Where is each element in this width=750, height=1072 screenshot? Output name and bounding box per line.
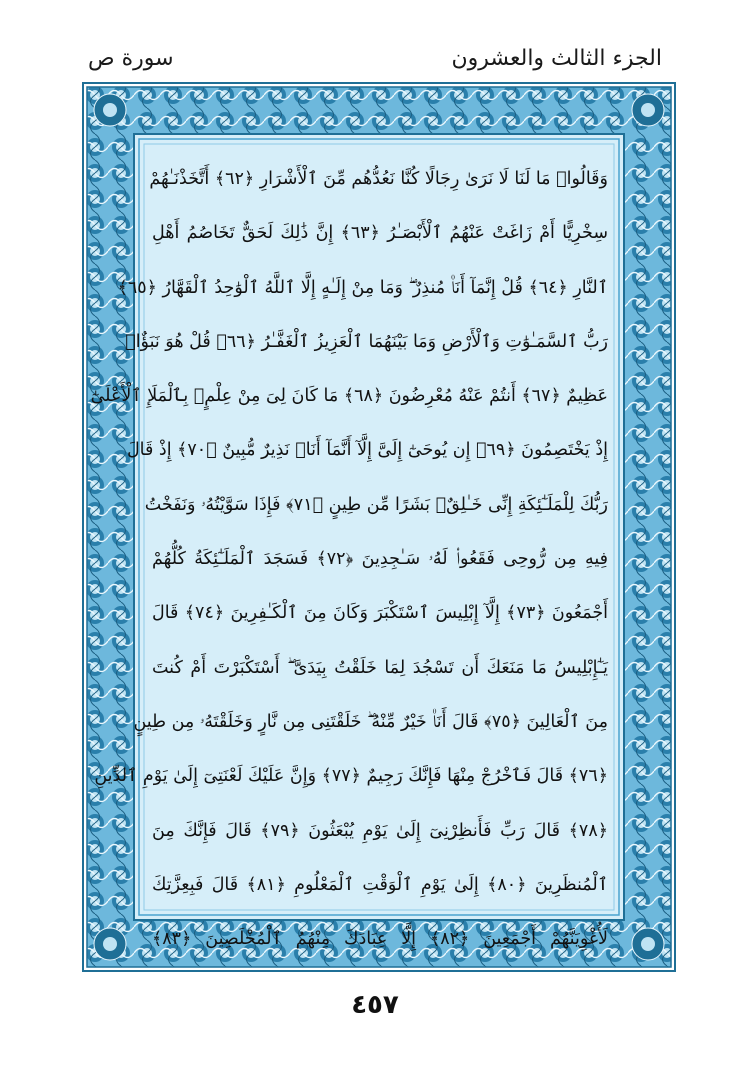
text-line-5: عَظِيمٌ ﴿٦٧﴾ أَنتُمْ عَنْهُ مُعْرِضُونَ ﴿٦٨﴾ مَا كَانَ لِىَ مِنْ عِلْمٍۭ بِٱلْمَلَإِ ٱلْأَعْلَىٰٓ: [90, 386, 608, 407]
text-line-13: ﴿٧٨﴾ قَالَ رَبِّ فَأَنظِرْنِىٓ إِلَىٰ يَوْمِ يُبْعَثُونَ ﴿٧٩﴾ قَالَ فَإِنَّكَ مِنَ: [152, 820, 608, 841]
text-line-15: لَأُغْوِيَنَّهُمْ أَجْمَعِينَ ﴿٨٢﴾ إِلَّا عِبَادَكَ مِنْهُمُ ٱلْمُخْلَصِينَ ﴿٨٣﴾: [152, 929, 608, 950]
text-line-4: رَبُّ ٱلسَّمَـٰوَٰتِ وَٱلْأَرْضِ وَمَا بَيْنَهُمَا ٱلْعَزِيزُ ٱلْغَفَّـٰرُ ﴿٦٦﴾ قُلْ هُوَ نَبَؤٌا۟: [125, 331, 608, 352]
text-line-9: أَجْمَعُونَ ﴿٧٣﴾ إِلَّآ إِبْلِيسَ ٱسْتَكْبَرَ وَكَانَ مِنَ ٱلْكَـٰفِرِينَ ﴿٧٤﴾ قَالَ: [152, 603, 609, 624]
text-line-10: يَـٰٓإِبْلِيسُ مَا مَنَعَكَ أَن تَسْجُدَ لِمَا خَلَقْتُ بِيَدَىَّ ۖ أَسْتَكْبَرْتَ أَمْ كُنتَ: [152, 657, 608, 678]
text-line-6: إِذْ يَخْتَصِمُونَ ﴿٦٩﴾ إِن يُوحَىٰٓ إِلَىَّ إِلَّآ أَنَّمَآ أَنَا۠ نَذِيرٌ مُّبِينٌ ﴿٧٠﴾ إِذْ قَالَ: [126, 440, 608, 461]
surah-name-header: سورة ص: [88, 46, 174, 71]
juz-name-header: الجزء الثالث والعشرون: [451, 46, 662, 71]
text-line-8: فِيهِ مِن رُّوحِى فَقَعُوا۟ لَهُۥ سَـٰجِدِينَ ﴿٧٢﴾ فَسَجَدَ ٱلْمَلَـٰٓئِكَةُ كُلُّهُمْ: [152, 549, 608, 570]
page-number: ٤٥٧: [351, 990, 399, 1020]
text-line-7: رَبُّكَ لِلْمَلَـٰٓئِكَةِ إِنِّى خَـٰلِقٌۢ بَشَرًا مِّن طِينٍ ﴿٧١﴾ فَإِذَا سَوَّيْتُهُۥ وَنَفَخْتُ: [144, 494, 608, 515]
text-line-3: ٱلنَّارِ ﴿٦٤﴾ قُلْ إِنَّمَآ أَنَا۠ مُنذِرٌ ۖ وَمَا مِنْ إِلَـٰهٍ إِلَّا ٱللَّهُ ٱلْوَٰحِدُ ٱلْقَهَّارُ ﴿٦٥﴾: [117, 277, 608, 298]
text-line-11: مِنَ ٱلْعَالِينَ ﴿٧٥﴾ قَالَ أَنَا۠ خَيْرٌ مِّنْهُ ۖ خَلَقْتَنِى مِن نَّارٍ وَخَلَقْتَهُۥ مِن طِينٍ: [133, 711, 608, 732]
text-line-1: وَقَالُوا۟ مَا لَنَا لَا نَرَىٰ رِجَالًا كُنَّا نَعُدُّهُم مِّنَ ٱلْأَشْرَارِ ﴿٦٢﴾ أَتَّخَذْنَـٰهُمْ: [149, 169, 608, 189]
text-line-2: سِخْرِيًّا أَمْ زَاغَتْ عَنْهُمُ ٱلْأَبْصَـٰرُ ﴿٦٣﴾ إِنَّ ذَٰلِكَ لَحَقٌّ تَخَاصُمُ أَهْلِ: [152, 223, 608, 244]
text-line-14: ٱلْمُنظَرِينَ ﴿٨٠﴾ إِلَىٰ يَوْمِ ٱلْوَقْتِ ٱلْمَعْلُومِ ﴿٨١﴾ قَالَ فَبِعِزَّتِكَ: [152, 874, 609, 895]
text-line-12: ﴿٧٦﴾ قَالَ فَٱخْرُجْ مِنْهَا فَإِنَّكَ رَجِيمٌ ﴿٧٧﴾ وَإِنَّ عَلَيْكَ لَعْنَتِىٓ إِلَىٰ يَوْمِ ٱلدِّينِ: [94, 766, 608, 787]
quran-text-block: [90, 152, 609, 950]
